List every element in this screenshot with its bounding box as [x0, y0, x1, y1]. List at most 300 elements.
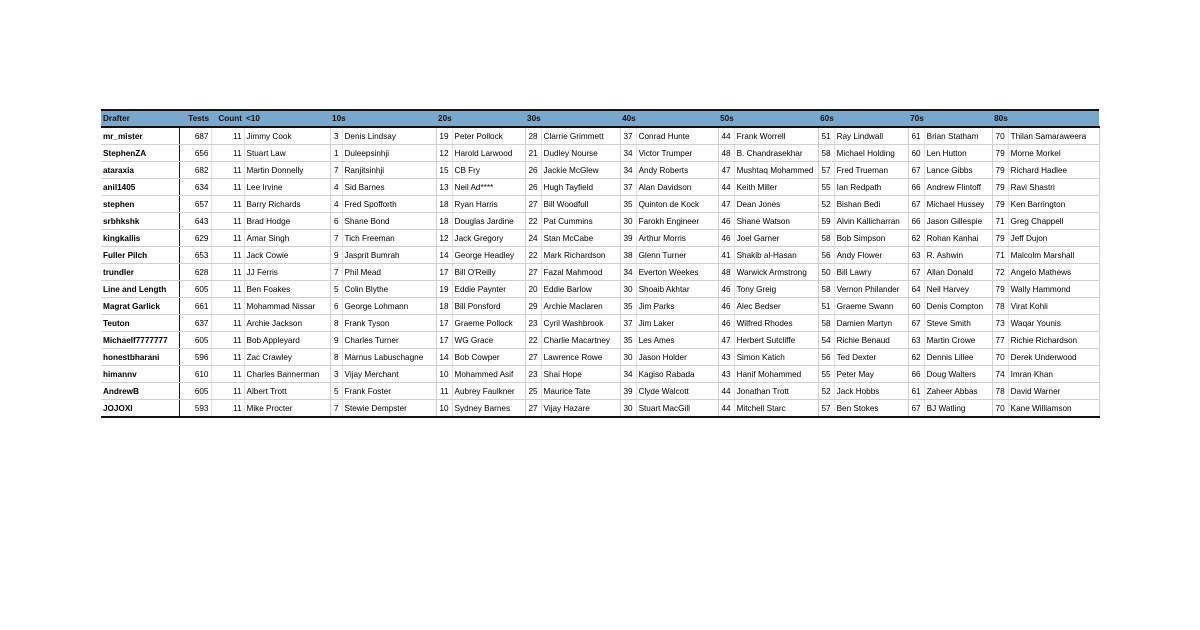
pick-player-cell: Peter May	[834, 366, 908, 383]
header-band-under-10: <10	[244, 110, 330, 127]
pick-player-cell: Brian Statham	[924, 127, 992, 145]
count-cell: 11	[211, 332, 244, 349]
pick-player-cell: Ben Stokes	[834, 400, 908, 418]
pick-player-cell: CB Fry	[452, 162, 525, 179]
pick-player-cell: Herbert Sutcliffe	[734, 332, 818, 349]
pick-rank-cell: 1	[330, 145, 342, 162]
pick-rank-cell: 9	[330, 332, 342, 349]
pick-rank-cell: 46	[718, 230, 734, 247]
pick-player-cell: Bill O'Reilly	[452, 264, 525, 281]
pick-rank-cell: 58	[818, 145, 834, 162]
pick-player-cell: Doug Walters	[924, 366, 992, 383]
pick-player-cell: Duleepsinhji	[342, 145, 436, 162]
pick-rank-cell: 3	[330, 366, 342, 383]
pick-player-cell: Andy Flower	[834, 247, 908, 264]
pick-rank-cell: 66	[908, 213, 924, 230]
header-count: Count	[211, 110, 244, 127]
tests-cell: 661	[179, 298, 211, 315]
draft-spreadsheet	[101, 109, 1099, 418]
table-row	[101, 230, 1099, 247]
pick-rank-cell: 67	[908, 162, 924, 179]
pick-player-cell: Wilfred Rhodes	[734, 315, 818, 332]
pick-rank-cell: 44	[718, 383, 734, 400]
table-row	[101, 383, 1099, 400]
pick-player-cell: Frank Tyson	[342, 315, 436, 332]
tests-cell: 682	[179, 162, 211, 179]
header-band-70s: 70s	[908, 110, 992, 127]
pick-player-cell: Neil Ad****	[452, 179, 525, 196]
pick-player-cell: Archie Jackson	[244, 315, 330, 332]
pick-player-cell: Les Ames	[636, 332, 718, 349]
pick-player-cell: Ray Lindwall	[834, 127, 908, 145]
count-cell: 11	[211, 400, 244, 418]
pick-player-cell: Ryan Harris	[452, 196, 525, 213]
count-cell: 11	[211, 383, 244, 400]
pick-rank-cell: 37	[620, 127, 636, 145]
count-cell: 11	[211, 145, 244, 162]
pick-rank-cell: 51	[818, 298, 834, 315]
pick-rank-cell: 4	[330, 179, 342, 196]
table-row	[101, 349, 1099, 366]
pick-player-cell: BJ Watling	[924, 400, 992, 418]
pick-rank-cell: 44	[718, 127, 734, 145]
pick-rank-cell: 62	[908, 230, 924, 247]
table-row	[101, 332, 1099, 349]
count-cell: 11	[211, 179, 244, 196]
header-band-20s: 20s	[436, 110, 525, 127]
pick-rank-cell: 37	[620, 315, 636, 332]
pick-rank-cell: 25	[525, 383, 541, 400]
pick-rank-cell: 47	[718, 196, 734, 213]
pick-rank-cell: 15	[436, 162, 452, 179]
pick-player-cell: Damien Martyn	[834, 315, 908, 332]
pick-player-cell: Douglas Jardine	[452, 213, 525, 230]
pick-rank-cell: 21	[525, 145, 541, 162]
pick-rank-cell: 27	[525, 400, 541, 418]
pick-rank-cell: 30	[620, 349, 636, 366]
pick-rank-cell: 62	[908, 349, 924, 366]
pick-player-cell: Greg Chappell	[1008, 213, 1099, 230]
pick-rank-cell: 60	[908, 298, 924, 315]
pick-rank-cell: 6	[330, 298, 342, 315]
pick-player-cell: Andy Roberts	[636, 162, 718, 179]
pick-player-cell: Bill Lawry	[834, 264, 908, 281]
tests-cell: 605	[179, 383, 211, 400]
drafter-cell: Michaelf7777777	[101, 332, 179, 349]
pick-rank-cell: 18	[436, 298, 452, 315]
pick-player-cell: Morne Morkel	[1008, 145, 1099, 162]
pick-player-cell: Tony Greig	[734, 281, 818, 298]
pick-player-cell: Sydney Barnes	[452, 400, 525, 418]
pick-player-cell: Albert Trott	[244, 383, 330, 400]
pick-player-cell: Mark Richardson	[541, 247, 620, 264]
pick-player-cell: Hanif Mohammed	[734, 366, 818, 383]
pick-rank-cell: 34	[620, 162, 636, 179]
tests-cell: 629	[179, 230, 211, 247]
pick-rank-cell: 27	[525, 264, 541, 281]
count-cell: 11	[211, 349, 244, 366]
pick-player-cell: Shoaib Akhtar	[636, 281, 718, 298]
pick-rank-cell: 66	[908, 179, 924, 196]
drafter-cell: Teuton	[101, 315, 179, 332]
pick-rank-cell: 7	[330, 400, 342, 418]
pick-rank-cell: 27	[525, 349, 541, 366]
pick-player-cell: Stuart MacGill	[636, 400, 718, 418]
pick-player-cell: Sid Barnes	[342, 179, 436, 196]
pick-rank-cell: 70	[992, 349, 1008, 366]
pick-rank-cell: 22	[525, 332, 541, 349]
pick-player-cell: Imran Khan	[1008, 366, 1099, 383]
pick-player-cell: Rohan Kanhai	[924, 230, 992, 247]
header-row	[101, 110, 1099, 127]
header-drafter: Drafter	[101, 110, 179, 127]
pick-player-cell: Jim Parks	[636, 298, 718, 315]
pick-player-cell: Warwick Armstrong	[734, 264, 818, 281]
pick-rank-cell: 17	[436, 332, 452, 349]
pick-player-cell: Stuart Law	[244, 145, 330, 162]
tests-cell: 656	[179, 145, 211, 162]
drafter-cell: anil1405	[101, 179, 179, 196]
pick-player-cell: Marnus Labuschagne	[342, 349, 436, 366]
pick-player-cell: Andrew Flintoff	[924, 179, 992, 196]
pick-player-cell: Ted Dexter	[834, 349, 908, 366]
pick-player-cell: Jimmy Cook	[244, 127, 330, 145]
pick-rank-cell: 67	[908, 196, 924, 213]
pick-player-cell: Neil Harvey	[924, 281, 992, 298]
pick-player-cell: Jack Hobbs	[834, 383, 908, 400]
pick-rank-cell: 79	[992, 281, 1008, 298]
pick-rank-cell: 55	[818, 179, 834, 196]
count-cell: 11	[211, 247, 244, 264]
drafter-cell: ataraxia	[101, 162, 179, 179]
tests-cell: 628	[179, 264, 211, 281]
pick-rank-cell: 35	[620, 298, 636, 315]
pick-player-cell: Amar Singh	[244, 230, 330, 247]
pick-rank-cell: 17	[436, 315, 452, 332]
pick-player-cell: Jack Cowie	[244, 247, 330, 264]
pick-rank-cell: 63	[908, 247, 924, 264]
drafter-cell: himannv	[101, 366, 179, 383]
pick-rank-cell: 57	[818, 162, 834, 179]
pick-player-cell: Eddie Barlow	[541, 281, 620, 298]
pick-rank-cell: 23	[525, 315, 541, 332]
pick-player-cell: Bishan Bedi	[834, 196, 908, 213]
pick-player-cell: Jack Gregory	[452, 230, 525, 247]
pick-rank-cell: 5	[330, 383, 342, 400]
pick-rank-cell: 70	[992, 400, 1008, 418]
pick-player-cell: Jasprit Bumrah	[342, 247, 436, 264]
pick-player-cell: Clyde Walcott	[636, 383, 718, 400]
pick-player-cell: David Warner	[1008, 383, 1099, 400]
pick-player-cell: Phil Mead	[342, 264, 436, 281]
pick-player-cell: Malcolm Marshall	[1008, 247, 1099, 264]
pick-rank-cell: 61	[908, 383, 924, 400]
tests-cell: 593	[179, 400, 211, 418]
tests-cell: 643	[179, 213, 211, 230]
pick-rank-cell: 50	[818, 264, 834, 281]
pick-player-cell: Brad Hodge	[244, 213, 330, 230]
drafter-cell: Fuller Pilch	[101, 247, 179, 264]
pick-rank-cell: 22	[525, 247, 541, 264]
table-row	[101, 298, 1099, 315]
pick-rank-cell: 72	[992, 264, 1008, 281]
pick-rank-cell: 30	[620, 281, 636, 298]
pick-rank-cell: 78	[992, 383, 1008, 400]
pick-rank-cell: 7	[330, 230, 342, 247]
pick-rank-cell: 66	[908, 366, 924, 383]
pick-rank-cell: 58	[818, 230, 834, 247]
tests-cell: 605	[179, 332, 211, 349]
drafter-cell: AndrewB	[101, 383, 179, 400]
pick-rank-cell: 12	[436, 145, 452, 162]
pick-player-cell: Mushtaq Mohammed	[734, 162, 818, 179]
pick-player-cell: Clarrie Grimmett	[541, 127, 620, 145]
pick-rank-cell: 12	[436, 230, 452, 247]
pick-rank-cell: 28	[525, 127, 541, 145]
pick-player-cell: Everton Weekes	[636, 264, 718, 281]
count-cell: 11	[211, 213, 244, 230]
table-row	[101, 145, 1099, 162]
pick-rank-cell: 6	[330, 213, 342, 230]
pick-rank-cell: 44	[718, 179, 734, 196]
pick-player-cell: Harold Larwood	[452, 145, 525, 162]
pick-rank-cell: 38	[620, 247, 636, 264]
header-band-10s: 10s	[330, 110, 436, 127]
pick-player-cell: Hugh Tayfield	[541, 179, 620, 196]
pick-player-cell: Cyril Washbrook	[541, 315, 620, 332]
pick-rank-cell: 35	[620, 196, 636, 213]
pick-rank-cell: 47	[718, 162, 734, 179]
pick-player-cell: Ian Redpath	[834, 179, 908, 196]
pick-rank-cell: 11	[436, 383, 452, 400]
pick-player-cell: George Lohmann	[342, 298, 436, 315]
pick-rank-cell: 8	[330, 349, 342, 366]
pick-player-cell: Glenn Turner	[636, 247, 718, 264]
drafter-cell: stephen	[101, 196, 179, 213]
pick-rank-cell: 37	[620, 179, 636, 196]
tests-cell: 637	[179, 315, 211, 332]
tests-cell: 687	[179, 127, 211, 145]
pick-rank-cell: 10	[436, 400, 452, 418]
pick-player-cell: JJ Ferris	[244, 264, 330, 281]
table-row	[101, 247, 1099, 264]
pick-player-cell: Richie Benaud	[834, 332, 908, 349]
pick-player-cell: Mohammad Nissar	[244, 298, 330, 315]
pick-player-cell: Kane Williamson	[1008, 400, 1099, 418]
pick-rank-cell: 78	[992, 298, 1008, 315]
pick-rank-cell: 58	[818, 315, 834, 332]
tests-cell: 596	[179, 349, 211, 366]
count-cell: 11	[211, 127, 244, 145]
pick-player-cell: Fazal Mahmood	[541, 264, 620, 281]
pick-rank-cell: 43	[718, 349, 734, 366]
drafter-cell: Magrat Garlick	[101, 298, 179, 315]
pick-player-cell: Mohammed Asif	[452, 366, 525, 383]
pick-player-cell: Jonathan Trott	[734, 383, 818, 400]
pick-player-cell: Quinton de Kock	[636, 196, 718, 213]
pick-rank-cell: 60	[908, 145, 924, 162]
pick-rank-cell: 46	[718, 315, 734, 332]
pick-player-cell: Vijay Hazare	[541, 400, 620, 418]
pick-rank-cell: 67	[908, 400, 924, 418]
pick-player-cell: Farokh Engineer	[636, 213, 718, 230]
pick-rank-cell: 79	[992, 196, 1008, 213]
pick-rank-cell: 29	[525, 298, 541, 315]
pick-player-cell: Mike Procter	[244, 400, 330, 418]
pick-rank-cell: 27	[525, 196, 541, 213]
pick-rank-cell: 55	[818, 366, 834, 383]
pick-rank-cell: 71	[992, 247, 1008, 264]
pick-player-cell: Pat Cummins	[541, 213, 620, 230]
pick-player-cell: Alec Bedser	[734, 298, 818, 315]
pick-rank-cell: 9	[330, 247, 342, 264]
pick-rank-cell: 22	[525, 213, 541, 230]
table-row	[101, 196, 1099, 213]
drafter-cell: JOJOXI	[101, 400, 179, 418]
header-band-80s: 80s	[992, 110, 1099, 127]
pick-rank-cell: 8	[330, 315, 342, 332]
pick-player-cell: Richard Hadlee	[1008, 162, 1099, 179]
pick-player-cell: Bob Simpson	[834, 230, 908, 247]
pick-player-cell: Simon Katich	[734, 349, 818, 366]
pick-player-cell: Alvin Kallicharran	[834, 213, 908, 230]
pick-player-cell: Martin Donnelly	[244, 162, 330, 179]
pick-player-cell: Aubrey Faulkner	[452, 383, 525, 400]
pick-player-cell: Ben Foakes	[244, 281, 330, 298]
pick-player-cell: Frank Worrell	[734, 127, 818, 145]
drafter-cell: trundler	[101, 264, 179, 281]
pick-rank-cell: 41	[718, 247, 734, 264]
pick-player-cell: Thilan Samaraweera	[1008, 127, 1099, 145]
pick-player-cell: WG Grace	[452, 332, 525, 349]
header-tests: Tests	[179, 110, 211, 127]
pick-rank-cell: 18	[436, 213, 452, 230]
pick-rank-cell: 59	[818, 213, 834, 230]
pick-rank-cell: 30	[620, 400, 636, 418]
pick-rank-cell: 46	[718, 213, 734, 230]
pick-rank-cell: 5	[330, 281, 342, 298]
pick-player-cell: Angelo Mathews	[1008, 264, 1099, 281]
pick-rank-cell: 46	[718, 281, 734, 298]
pick-rank-cell: 52	[818, 196, 834, 213]
pick-player-cell: Charles Turner	[342, 332, 436, 349]
pick-player-cell: Maurice Tate	[541, 383, 620, 400]
table-row	[101, 162, 1099, 179]
count-cell: 11	[211, 298, 244, 315]
count-cell: 11	[211, 230, 244, 247]
pick-rank-cell: 10	[436, 366, 452, 383]
pick-rank-cell: 44	[718, 400, 734, 418]
pick-rank-cell: 77	[992, 332, 1008, 349]
pick-player-cell: Conrad Hunte	[636, 127, 718, 145]
pick-rank-cell: 79	[992, 145, 1008, 162]
tests-cell: 634	[179, 179, 211, 196]
pick-player-cell: Bob Appleyard	[244, 332, 330, 349]
header-band-50s: 50s	[718, 110, 818, 127]
pick-player-cell: Stewie Dempster	[342, 400, 436, 418]
pick-rank-cell: 7	[330, 162, 342, 179]
table-row	[101, 281, 1099, 298]
count-cell: 11	[211, 366, 244, 383]
pick-player-cell: Michael Holding	[834, 145, 908, 162]
pick-player-cell: Lawrence Rowe	[541, 349, 620, 366]
pick-rank-cell: 73	[992, 315, 1008, 332]
pick-player-cell: Michael Hussey	[924, 196, 992, 213]
table-row	[101, 179, 1099, 196]
pick-rank-cell: 64	[908, 281, 924, 298]
pick-rank-cell: 30	[620, 213, 636, 230]
pick-player-cell: Ken Barrington	[1008, 196, 1099, 213]
count-cell: 11	[211, 162, 244, 179]
pick-rank-cell: 23	[525, 366, 541, 383]
pick-rank-cell: 3	[330, 127, 342, 145]
pick-rank-cell: 61	[908, 127, 924, 145]
pick-rank-cell: 39	[620, 383, 636, 400]
pick-player-cell: Denis Compton	[924, 298, 992, 315]
pick-player-cell: Dudley Nourse	[541, 145, 620, 162]
table-row	[101, 264, 1099, 281]
count-cell: 11	[211, 281, 244, 298]
pick-rank-cell: 48	[718, 264, 734, 281]
pick-player-cell: Fred Spofforth	[342, 196, 436, 213]
pick-player-cell: Len Hutton	[924, 145, 992, 162]
pick-player-cell: Zaheer Abbas	[924, 383, 992, 400]
count-cell: 11	[211, 315, 244, 332]
tests-cell: 610	[179, 366, 211, 383]
pick-rank-cell: 79	[992, 162, 1008, 179]
pick-player-cell: Alan Davidson	[636, 179, 718, 196]
pick-player-cell: Shai Hope	[541, 366, 620, 383]
pick-player-cell: Shakib al-Hasan	[734, 247, 818, 264]
pick-rank-cell: 70	[992, 127, 1008, 145]
pick-rank-cell: 14	[436, 247, 452, 264]
draft-table	[101, 109, 1100, 418]
pick-player-cell: Arthur Morris	[636, 230, 718, 247]
pick-rank-cell: 57	[818, 400, 834, 418]
pick-rank-cell: 13	[436, 179, 452, 196]
pick-player-cell: Kagiso Rabada	[636, 366, 718, 383]
pick-player-cell: George Headley	[452, 247, 525, 264]
pick-player-cell: Shane Bond	[342, 213, 436, 230]
pick-player-cell: Vernon Philander	[834, 281, 908, 298]
pick-player-cell: Jeff Dujon	[1008, 230, 1099, 247]
pick-player-cell: Derek Underwood	[1008, 349, 1099, 366]
pick-rank-cell: 79	[992, 230, 1008, 247]
pick-player-cell: Charles Bannerman	[244, 366, 330, 383]
table-row	[101, 315, 1099, 332]
pick-player-cell: Lee Irvine	[244, 179, 330, 196]
count-cell: 11	[211, 264, 244, 281]
pick-rank-cell: 67	[908, 264, 924, 281]
pick-rank-cell: 34	[620, 145, 636, 162]
pick-rank-cell: 17	[436, 264, 452, 281]
pick-rank-cell: 74	[992, 366, 1008, 383]
drafter-cell: honestbharani	[101, 349, 179, 366]
pick-player-cell: Zac Crawley	[244, 349, 330, 366]
pick-player-cell: Virat Kohli	[1008, 298, 1099, 315]
table-row	[101, 127, 1099, 145]
pick-player-cell: Bill Woodfull	[541, 196, 620, 213]
pick-player-cell: Lance Gibbs	[924, 162, 992, 179]
header-band-30s: 30s	[525, 110, 620, 127]
pick-rank-cell: 48	[718, 145, 734, 162]
pick-player-cell: Stan McCabe	[541, 230, 620, 247]
pick-player-cell: Ranjitsinhji	[342, 162, 436, 179]
pick-player-cell: Bill Ponsford	[452, 298, 525, 315]
pick-player-cell: Tich Freeman	[342, 230, 436, 247]
pick-player-cell: Steve Smith	[924, 315, 992, 332]
pick-rank-cell: 79	[992, 179, 1008, 196]
